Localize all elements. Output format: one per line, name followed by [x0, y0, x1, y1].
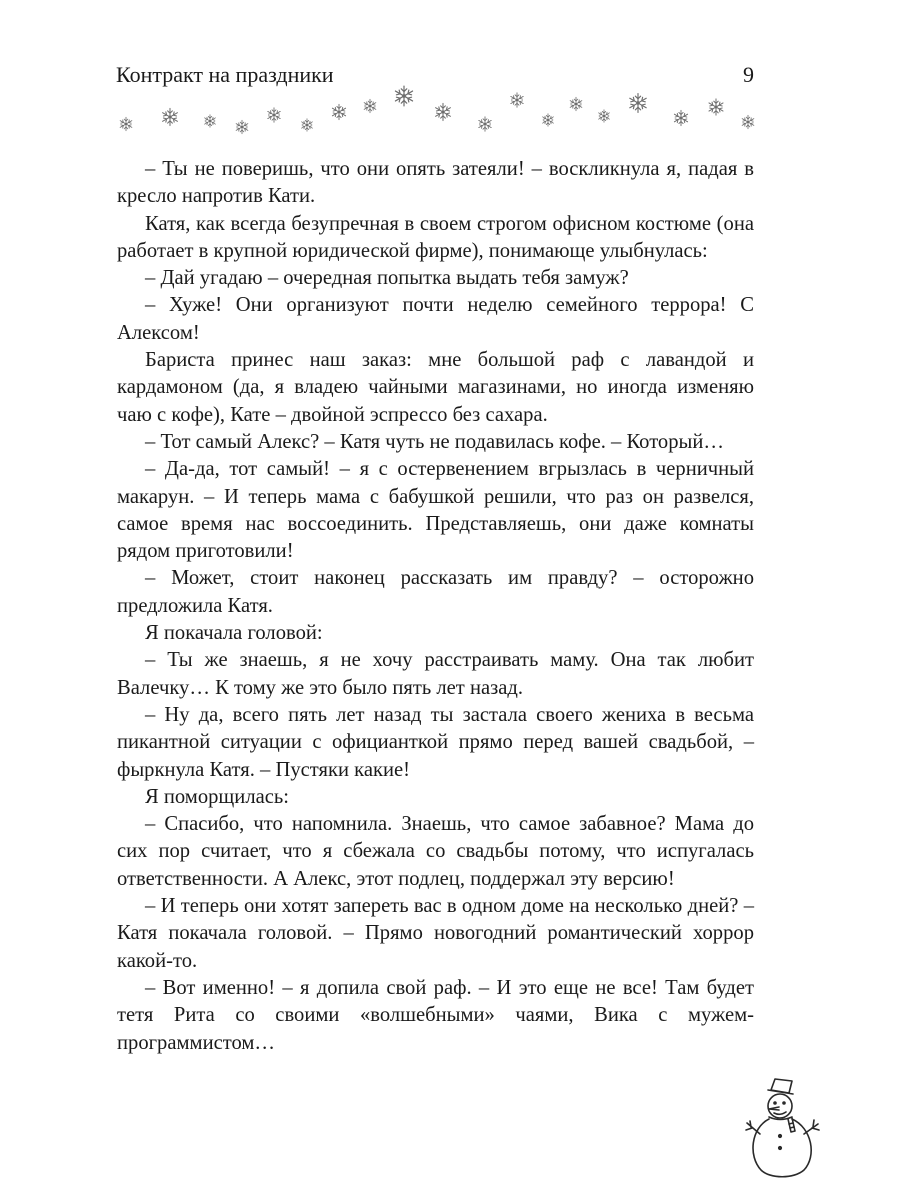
snowflake-icon	[543, 114, 554, 127]
snowflake-icon	[302, 119, 313, 132]
paragraph: – Спасибо, что напомнила. Знаешь, что самое забавное? Мама до сих пор считает, что я сбежала со свадьбы потому, что испугалась ответственности. А Алекс, этот подлец, поддержал эту версию!	[117, 813, 754, 890]
snowflake-icon	[511, 93, 523, 107]
book-title: Контракт на праздники	[116, 62, 334, 87]
snowflake-icon	[630, 94, 646, 113]
body-text	[117, 156, 754, 1057]
snowflake-icon	[395, 86, 412, 106]
snowflake-icon	[599, 110, 610, 123]
paragraph: – Хуже! Они организуют почти неделю семейного террора! С Алексом!	[117, 294, 754, 344]
paragraph: – Ты же знаешь, я не хочу расстраивать маму. Она так любит Валечку… К тому же это было пять лет назад.	[117, 649, 754, 699]
snowflake-icon	[163, 108, 178, 125]
snowflake-icon	[236, 120, 248, 134]
snowflake-icon	[742, 115, 754, 129]
snowflake-icon	[570, 97, 582, 111]
paragraph: Я покачала головой:	[145, 622, 323, 645]
paragraph: Я поморщилась:	[145, 785, 289, 808]
snowflake-icon	[268, 108, 280, 122]
paragraph: – Да-да, тот самый! – я с остервенением вгрызлась в черничный макарун. – И теперь мама с бабушкой решили, что раз он развелся, самое время нас воссоединить. Представляешь, они даже комнаты рядом приготовили!	[117, 458, 754, 563]
paragraph: – Ну да, всего пять лет назад ты застала своего жениха в весьма пикантной ситуации с официанткой прямо перед вашей свадьбой, – фыркнула Катя. – Пустяки какие!	[117, 703, 754, 781]
paragraph: Катя, как всегда безупречная в своем строгом офисном костюме (она работает в крупной юридической фирме), понимающе улыбнулась:	[117, 212, 754, 262]
paragraph: – Ты не поверишь, что они опять затеяли! – воскликнула я, падая в кресло напротив Кати.	[117, 158, 754, 208]
running-header	[116, 62, 754, 88]
snowflake-icon	[205, 115, 216, 128]
paragraph: – И теперь они хотят запереть вас в одном доме на несколько дней? – Катя покачала головой. – Прямо новогодний романтический хоррор какой-то.	[117, 895, 754, 972]
snowflake-icon	[674, 110, 687, 125]
paragraph: – Вот именно! – я допила свой раф. – И это еще не все! Там будет тетя Рита со своими «волшебными» чаями, Вика с мужем-программистом…	[117, 976, 754, 1054]
snowflake-icon	[479, 117, 491, 131]
page-number: 9	[743, 62, 754, 87]
snowflake-icon	[709, 99, 723, 115]
paragraph: – Тот самый Алекс? – Катя чуть не подавилась кофе. – Который…	[145, 430, 724, 453]
snowflake-icon	[364, 99, 376, 113]
snowflake-icon	[436, 103, 451, 120]
paragraph: – Может, стоит наконец рассказать им правду? – осторожно предложила Катя.	[117, 567, 754, 617]
paragraph: Бариста принес наш заказ: мне большой раф с лавандой и кардамоном (да, я владею чайными магазинами, но иногда изменяю чаю с кофе), Кате – двойной эспрессо без сахара.	[117, 349, 754, 426]
snowflake-icon	[332, 104, 345, 119]
snowflake-icon	[120, 117, 132, 131]
snowman-icon	[744, 1078, 824, 1178]
paragraph: – Дай угадаю – очередная попытка выдать тебя замуж?	[145, 267, 629, 290]
